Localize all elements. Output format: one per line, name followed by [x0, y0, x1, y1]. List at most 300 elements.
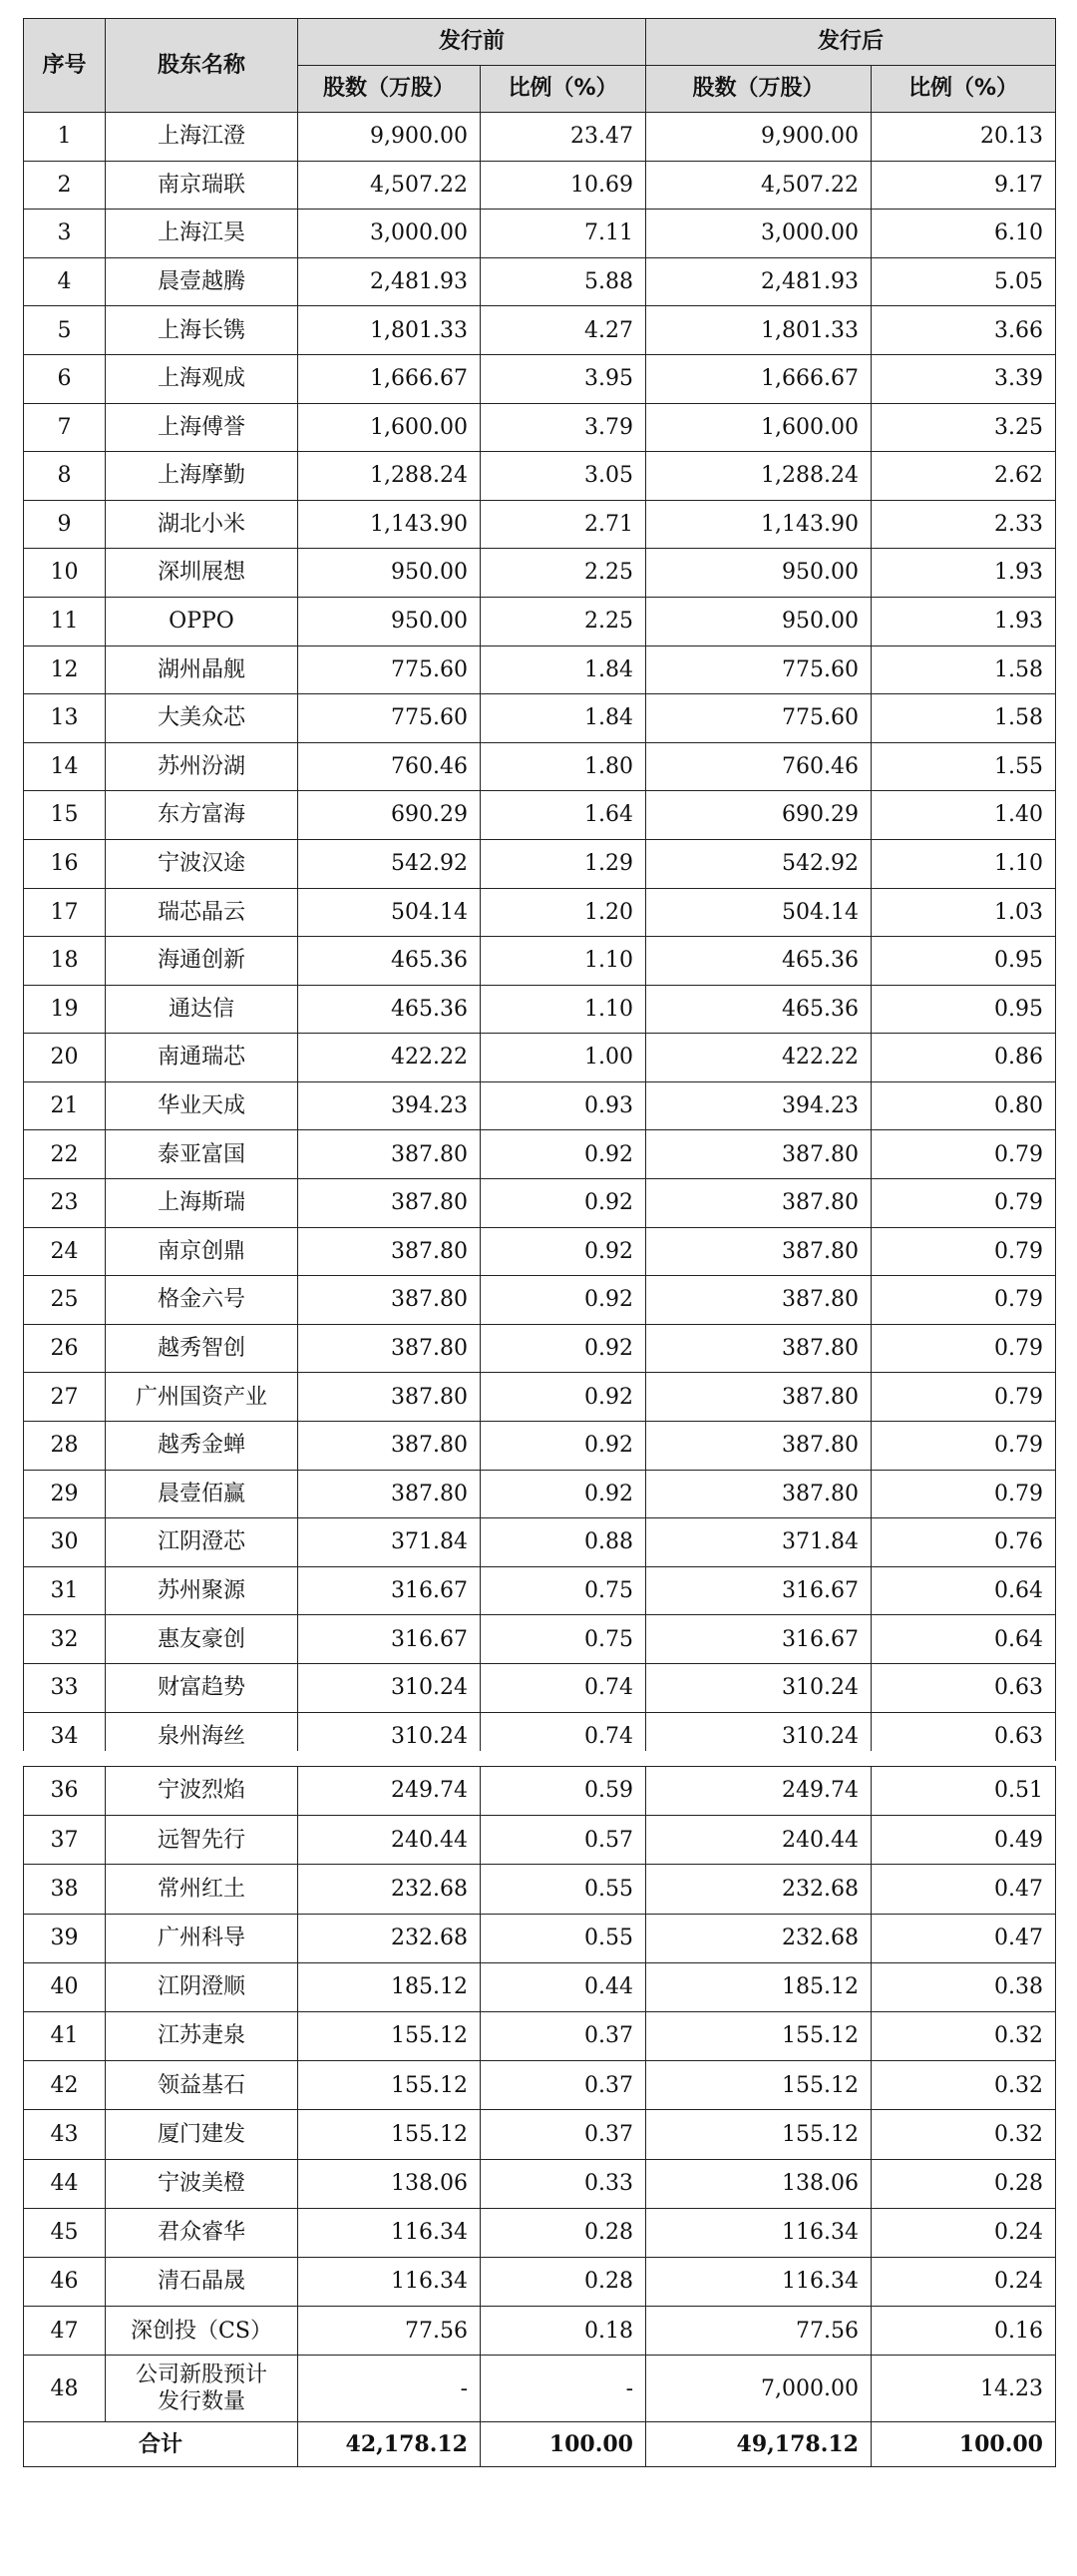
- cell-no: 39: [24, 1914, 106, 1962]
- cell-ratio-after: 1.58: [872, 694, 1056, 743]
- cell-ratio-after: 1.58: [872, 645, 1056, 694]
- cell-ratio-before: 2.25: [481, 549, 646, 598]
- cell-no: 10: [24, 549, 106, 598]
- table-row: [24, 937, 1056, 986]
- cell-no: 20: [24, 1034, 106, 1082]
- cell-name: 上海长镌: [106, 306, 298, 355]
- cell-name: 江苏疌泉: [106, 2011, 298, 2060]
- cell-shares-before: 316.67: [298, 1566, 481, 1615]
- cell-ratio-before: 0.88: [481, 1518, 646, 1567]
- cell-ratio-after: 0.79: [872, 1324, 1056, 1373]
- cell-no: 14: [24, 742, 106, 791]
- table-row: [24, 1914, 1056, 1962]
- cell-shares-before: 1,600.00: [298, 403, 481, 452]
- cell-name: 广州国资产业: [106, 1373, 298, 1422]
- cell-no: 31: [24, 1566, 106, 1615]
- cell-shares-before: 310.24: [298, 1712, 481, 1761]
- cell-name: 瑞芯晶云: [106, 888, 298, 937]
- cell-shares-after: 155.12: [646, 2011, 872, 2060]
- cell-shares-before: 1,666.67: [298, 354, 481, 403]
- cell-shares-before: 775.60: [298, 694, 481, 743]
- cell-name: 南京创鼎: [106, 1227, 298, 1276]
- cell-shares-before: 3,000.00: [298, 210, 481, 258]
- cell-ratio-after: 1.93: [872, 597, 1056, 645]
- cell-ratio-before: 0.33: [481, 2159, 646, 2208]
- cell-ratio-after: 0.79: [872, 1227, 1056, 1276]
- cell-ratio-before: 3.05: [481, 452, 646, 501]
- cell-ratio-after: 2.33: [872, 500, 1056, 549]
- cell-name: 大美众芯: [106, 694, 298, 743]
- cell-shares-after: 155.12: [646, 2110, 872, 2159]
- cell-no: 23: [24, 1179, 106, 1228]
- cell-shares-after: 387.80: [646, 1179, 872, 1228]
- table-row: [24, 1276, 1056, 1325]
- cell-shares-before: 387.80: [298, 1422, 481, 1471]
- cell-shares-after: 690.29: [646, 791, 872, 840]
- cell-ratio-before: 3.95: [481, 354, 646, 403]
- cell-ratio-after: 9.17: [872, 161, 1056, 210]
- cell-ratio-after: 0.79: [872, 1422, 1056, 1471]
- cell-shares-after: 387.80: [646, 1422, 872, 1471]
- cell-no: 24: [24, 1227, 106, 1276]
- cell-ratio-before: 7.11: [481, 210, 646, 258]
- header-ratio-after: 比例（%）: [872, 66, 1056, 113]
- cell-ratio-before: 0.92: [481, 1130, 646, 1179]
- table-row: [24, 1179, 1056, 1228]
- cell-shares-before: 116.34: [298, 2208, 481, 2257]
- cell-no: 28: [24, 1422, 106, 1471]
- cell-shares-after: 387.80: [646, 1324, 872, 1373]
- cell-shares-after: 2,481.93: [646, 257, 872, 306]
- cell-shares-after: 185.12: [646, 1962, 872, 2011]
- cell-ratio-before: -: [481, 2356, 646, 2422]
- cell-ratio-before: 3.79: [481, 403, 646, 452]
- table-row: [24, 1962, 1056, 2011]
- cell-name: 宁波汉途: [106, 839, 298, 888]
- cell-shares-before: 232.68: [298, 1914, 481, 1962]
- cell-ratio-after: 0.80: [872, 1081, 1056, 1130]
- header-shares-before: 股数（万股）: [298, 66, 481, 113]
- table-row: [24, 500, 1056, 549]
- cell-no: 16: [24, 839, 106, 888]
- cell-ratio-before: 1.10: [481, 985, 646, 1034]
- cell-ratio-after: 0.51: [872, 1767, 1056, 1816]
- cell-ratio-after: 0.79: [872, 1470, 1056, 1518]
- table-row: [24, 1422, 1056, 1471]
- table-row: [24, 1324, 1056, 1373]
- cell-no: 7: [24, 403, 106, 452]
- cell-ratio-after: 0.79: [872, 1373, 1056, 1422]
- cell-ratio-after: 0.16: [872, 2307, 1056, 2356]
- cell-ratio-before: 10.69: [481, 161, 646, 210]
- cell-name: 晨壹佰赢: [106, 1470, 298, 1518]
- table-body-part2: [24, 1767, 1056, 2356]
- cell-ratio-before: 0.92: [481, 1422, 646, 1471]
- table-row: [24, 2208, 1056, 2257]
- cell-shares-after: 138.06: [646, 2159, 872, 2208]
- cell-shares-after: 1,288.24: [646, 452, 872, 501]
- cell-ratio-after: 0.38: [872, 1962, 1056, 2011]
- cell-name: 上海斯瑞: [106, 1179, 298, 1228]
- cell-name: 上海观成: [106, 354, 298, 403]
- cell-name: OPPO: [106, 597, 298, 645]
- cell-shares-before: 316.67: [298, 1615, 481, 1664]
- cell-ratio-before: 1.00: [481, 1034, 646, 1082]
- cell-shares-after: 760.46: [646, 742, 872, 791]
- cell-shares-before: -: [298, 2356, 481, 2422]
- cell-ratio-before: 0.92: [481, 1179, 646, 1228]
- page-break-gap: [23, 1751, 1055, 1765]
- cell-name-line2: 发行数量: [157, 2389, 245, 2415]
- cell-name: 江阴澄顺: [106, 1962, 298, 2011]
- table-row: [24, 742, 1056, 791]
- cell-no: 8: [24, 452, 106, 501]
- cell-shares-before: 690.29: [298, 791, 481, 840]
- cell-ratio-after: 0.79: [872, 1130, 1056, 1179]
- cell-shares-before: 155.12: [298, 2110, 481, 2159]
- header-ratio-before: 比例（%）: [481, 66, 646, 113]
- cell-no: 21: [24, 1081, 106, 1130]
- cell-ratio-before: 0.57: [481, 1816, 646, 1865]
- cell-no: 26: [24, 1324, 106, 1373]
- table-row: [24, 791, 1056, 840]
- cell-no: 5: [24, 306, 106, 355]
- cell-shares-after: 232.68: [646, 1914, 872, 1962]
- cell-no: 34: [24, 1712, 106, 1761]
- total-shares-after: 49,178.12: [646, 2422, 872, 2467]
- cell-ratio-before: 4.27: [481, 306, 646, 355]
- table-row: [24, 888, 1056, 937]
- cell-shares-before: 775.60: [298, 645, 481, 694]
- cell-name: 上海摩勤: [106, 452, 298, 501]
- cell-name: 常州红土: [106, 1865, 298, 1914]
- cell-no: 32: [24, 1615, 106, 1664]
- cell-no: 40: [24, 1962, 106, 2011]
- cell-shares-after: 775.60: [646, 694, 872, 743]
- table-row: [24, 210, 1056, 258]
- cell-ratio-before: 0.59: [481, 1767, 646, 1816]
- cell-shares-before: 9,900.00: [298, 113, 481, 162]
- cell-ratio-before: 2.71: [481, 500, 646, 549]
- cell-shares-after: 240.44: [646, 1816, 872, 1865]
- cell-ratio-before: 1.20: [481, 888, 646, 937]
- table-row: [24, 985, 1056, 1034]
- cell-no: 2: [24, 161, 106, 210]
- cell-ratio-after: 0.32: [872, 2110, 1056, 2159]
- cell-shares-after: 9,900.00: [646, 113, 872, 162]
- cell-name: 深圳展想: [106, 549, 298, 598]
- table-row: [24, 1373, 1056, 1422]
- cell-no: 46: [24, 2257, 106, 2306]
- cell-shares-after: 387.80: [646, 1227, 872, 1276]
- cell-ratio-after: 14.23: [872, 2356, 1056, 2422]
- cell-name: 宁波烈焰: [106, 1767, 298, 1816]
- cell-ratio-before: 0.92: [481, 1276, 646, 1325]
- table-row: [24, 549, 1056, 598]
- cell-shares-after: 1,801.33: [646, 306, 872, 355]
- total-shares-before: 42,178.12: [298, 2422, 481, 2467]
- cell-name: [106, 2356, 298, 2422]
- cell-shares-before: 504.14: [298, 888, 481, 937]
- cell-no: 22: [24, 1130, 106, 1179]
- cell-shares-after: 465.36: [646, 937, 872, 986]
- cell-name: 苏州汾湖: [106, 742, 298, 791]
- cell-no: 25: [24, 1276, 106, 1325]
- cell-ratio-after: 3.66: [872, 306, 1056, 355]
- cell-shares-after: 542.92: [646, 839, 872, 888]
- cell-name: 通达信: [106, 985, 298, 1034]
- table-row: [24, 2061, 1056, 2110]
- cell-name: 君众睿华: [106, 2208, 298, 2257]
- cell-ratio-before: 0.92: [481, 1470, 646, 1518]
- cell-shares-before: 4,507.22: [298, 161, 481, 210]
- table-row: [24, 1566, 1056, 1615]
- cell-no: 11: [24, 597, 106, 645]
- cell-no: 44: [24, 2159, 106, 2208]
- cell-shares-before: 249.74: [298, 1767, 481, 1816]
- cell-ratio-before: 1.84: [481, 694, 646, 743]
- cell-no: 17: [24, 888, 106, 937]
- cell-ratio-after: 0.32: [872, 2011, 1056, 2060]
- cell-name: 格金六号: [106, 1276, 298, 1325]
- cell-name: 南通瑞芯: [106, 1034, 298, 1082]
- cell-shares-after: 950.00: [646, 597, 872, 645]
- shareholder-table-part1: [23, 18, 1056, 1761]
- cell-shares-before: 387.80: [298, 1324, 481, 1373]
- table-row: [24, 597, 1056, 645]
- table-row: [24, 694, 1056, 743]
- cell-no: 43: [24, 2110, 106, 2159]
- cell-shares-after: 249.74: [646, 1767, 872, 1816]
- cell-shares-after: 387.80: [646, 1276, 872, 1325]
- cell-shares-before: 387.80: [298, 1470, 481, 1518]
- cell-shares-before: 185.12: [298, 1962, 481, 2011]
- table-row: [24, 1518, 1056, 1567]
- table-row: [24, 257, 1056, 306]
- cell-no: 41: [24, 2011, 106, 2060]
- cell-ratio-after: 0.76: [872, 1518, 1056, 1567]
- cell-name: 深创投（CS）: [106, 2307, 298, 2356]
- table-row: [24, 1664, 1056, 1713]
- cell-ratio-after: 0.64: [872, 1566, 1056, 1615]
- cell-shares-after: 465.36: [646, 985, 872, 1034]
- cell-shares-before: 760.46: [298, 742, 481, 791]
- cell-ratio-after: 3.39: [872, 354, 1056, 403]
- cell-shares-before: 542.92: [298, 839, 481, 888]
- cell-name: 远智先行: [106, 1816, 298, 1865]
- cell-ratio-before: 0.92: [481, 1227, 646, 1276]
- cell-shares-after: 775.60: [646, 645, 872, 694]
- cell-name: 江阴澄芯: [106, 1518, 298, 1567]
- cell-no: 29: [24, 1470, 106, 1518]
- cell-shares-after: 387.80: [646, 1373, 872, 1422]
- cell-shares-before: 310.24: [298, 1664, 481, 1713]
- cell-shares-before: 422.22: [298, 1034, 481, 1082]
- cell-ratio-after: 0.95: [872, 985, 1056, 1034]
- cell-no: 1: [24, 113, 106, 162]
- cell-ratio-before: 0.44: [481, 1962, 646, 2011]
- cell-shares-before: 371.84: [298, 1518, 481, 1567]
- cell-no: 48: [24, 2356, 106, 2422]
- table-row: [24, 645, 1056, 694]
- cell-ratio-before: 1.64: [481, 791, 646, 840]
- cell-no: 38: [24, 1865, 106, 1914]
- cell-ratio-after: 0.28: [872, 2159, 1056, 2208]
- cell-ratio-after: 1.10: [872, 839, 1056, 888]
- cell-shares-before: 387.80: [298, 1276, 481, 1325]
- cell-ratio-before: 0.75: [481, 1566, 646, 1615]
- cell-ratio-after: 0.49: [872, 1816, 1056, 1865]
- table-row: [24, 1816, 1056, 1865]
- total-ratio-after: 100.00: [872, 2422, 1056, 2467]
- cell-shares-after: 77.56: [646, 2307, 872, 2356]
- cell-name: 清石晶晟: [106, 2257, 298, 2306]
- cell-shares-after: 116.34: [646, 2208, 872, 2257]
- header-before: 发行前: [298, 19, 646, 66]
- cell-no: 45: [24, 2208, 106, 2257]
- cell-shares-after: 387.80: [646, 1130, 872, 1179]
- cell-ratio-before: 1.80: [481, 742, 646, 791]
- cell-name: 苏州聚源: [106, 1566, 298, 1615]
- table-row: [24, 2257, 1056, 2306]
- table-row-total: [24, 2422, 1056, 2467]
- table-row: [24, 354, 1056, 403]
- cell-name: 东方富海: [106, 791, 298, 840]
- cell-ratio-after: 0.86: [872, 1034, 1056, 1082]
- cell-no: 19: [24, 985, 106, 1034]
- cell-shares-after: 316.67: [646, 1566, 872, 1615]
- shareholder-table-part2: [23, 1766, 1056, 2467]
- cell-shares-before: 387.80: [298, 1373, 481, 1422]
- cell-shares-before: 155.12: [298, 2061, 481, 2110]
- cell-no: 33: [24, 1664, 106, 1713]
- total-ratio-before: 100.00: [481, 2422, 646, 2467]
- cell-no: 30: [24, 1518, 106, 1567]
- table-row: [24, 452, 1056, 501]
- cell-name: 厦门建发: [106, 2110, 298, 2159]
- cell-shares-after: 1,666.67: [646, 354, 872, 403]
- cell-shares-after: 310.24: [646, 1664, 872, 1713]
- table-row: [24, 1865, 1056, 1914]
- cell-ratio-after: 0.24: [872, 2257, 1056, 2306]
- cell-no: 42: [24, 2061, 106, 2110]
- cell-shares-before: 1,801.33: [298, 306, 481, 355]
- cell-shares-before: 116.34: [298, 2257, 481, 2306]
- cell-ratio-after: 1.93: [872, 549, 1056, 598]
- header-seq: 序号: [24, 19, 106, 113]
- table-row: [24, 1470, 1056, 1518]
- cell-ratio-after: 20.13: [872, 113, 1056, 162]
- cell-name: 南京瑞联: [106, 161, 298, 210]
- cell-shares-after: 950.00: [646, 549, 872, 598]
- cell-shares-before: 950.00: [298, 549, 481, 598]
- cell-ratio-before: 0.93: [481, 1081, 646, 1130]
- table-row: [24, 161, 1056, 210]
- cell-shares-after: 3,000.00: [646, 210, 872, 258]
- table-row: [24, 306, 1056, 355]
- cell-ratio-before: 0.55: [481, 1914, 646, 1962]
- cell-name: 越秀智创: [106, 1324, 298, 1373]
- table-row: [24, 2159, 1056, 2208]
- cell-shares-after: 316.67: [646, 1615, 872, 1664]
- cell-shares-before: 77.56: [298, 2307, 481, 2356]
- cell-no: 6: [24, 354, 106, 403]
- cell-no: 18: [24, 937, 106, 986]
- table-row: [24, 839, 1056, 888]
- cell-no: 12: [24, 645, 106, 694]
- cell-name: 晨壹越腾: [106, 257, 298, 306]
- cell-name: 惠友豪创: [106, 1615, 298, 1664]
- cell-shares-before: 387.80: [298, 1179, 481, 1228]
- cell-no: 9: [24, 500, 106, 549]
- cell-name: 财富趋势: [106, 1664, 298, 1713]
- table-row: [24, 1081, 1056, 1130]
- header-shares-after: 股数（万股）: [646, 66, 872, 113]
- cell-ratio-before: 0.74: [481, 1664, 646, 1713]
- cell-shares-before: 2,481.93: [298, 257, 481, 306]
- header-name: 股东名称: [106, 19, 298, 113]
- cell-shares-after: 155.12: [646, 2061, 872, 2110]
- cell-ratio-after: 0.32: [872, 2061, 1056, 2110]
- table-row: [24, 1130, 1056, 1179]
- cell-no: 13: [24, 694, 106, 743]
- cell-ratio-after: 1.03: [872, 888, 1056, 937]
- cell-shares-before: 394.23: [298, 1081, 481, 1130]
- cell-ratio-after: 6.10: [872, 210, 1056, 258]
- cell-shares-before: 387.80: [298, 1130, 481, 1179]
- cell-shares-after: 387.80: [646, 1470, 872, 1518]
- cell-ratio-before: 1.10: [481, 937, 646, 986]
- cell-ratio-before: 0.37: [481, 2011, 646, 2060]
- cell-shares-before: 155.12: [298, 2011, 481, 2060]
- cell-no: 36: [24, 1767, 106, 1816]
- cell-shares-after: 504.14: [646, 888, 872, 937]
- cell-ratio-before: 1.84: [481, 645, 646, 694]
- table-row: [24, 403, 1056, 452]
- table-body-part1: [24, 113, 1056, 1761]
- cell-ratio-after: 2.62: [872, 452, 1056, 501]
- cell-name: 上海傅誉: [106, 403, 298, 452]
- table-row: [24, 113, 1056, 162]
- cell-name: 湖州晶舰: [106, 645, 298, 694]
- cell-shares-before: 950.00: [298, 597, 481, 645]
- cell-ratio-before: 0.92: [481, 1373, 646, 1422]
- total-label: 合计: [24, 2422, 298, 2467]
- cell-no: 47: [24, 2307, 106, 2356]
- cell-name: 上海江澄: [106, 113, 298, 162]
- cell-name: 泰亚富国: [106, 1130, 298, 1179]
- cell-ratio-before: 0.28: [481, 2208, 646, 2257]
- table-row-new-shares: [24, 2356, 1056, 2422]
- cell-shares-after: 1,143.90: [646, 500, 872, 549]
- cell-shares-after: 1,600.00: [646, 403, 872, 452]
- cell-shares-after: 232.68: [646, 1865, 872, 1914]
- cell-shares-before: 240.44: [298, 1816, 481, 1865]
- cell-shares-after: 4,507.22: [646, 161, 872, 210]
- cell-ratio-before: 0.74: [481, 1712, 646, 1761]
- cell-ratio-after: 1.40: [872, 791, 1056, 840]
- cell-no: 37: [24, 1816, 106, 1865]
- table-row: [24, 1615, 1056, 1664]
- table-row: [24, 2011, 1056, 2060]
- cell-ratio-before: 1.29: [481, 839, 646, 888]
- cell-name: 领益基石: [106, 2061, 298, 2110]
- cell-ratio-before: 0.92: [481, 1324, 646, 1373]
- cell-name: 广州科导: [106, 1914, 298, 1962]
- cell-ratio-after: 0.47: [872, 1914, 1056, 1962]
- cell-shares-before: 232.68: [298, 1865, 481, 1914]
- table-row: [24, 1227, 1056, 1276]
